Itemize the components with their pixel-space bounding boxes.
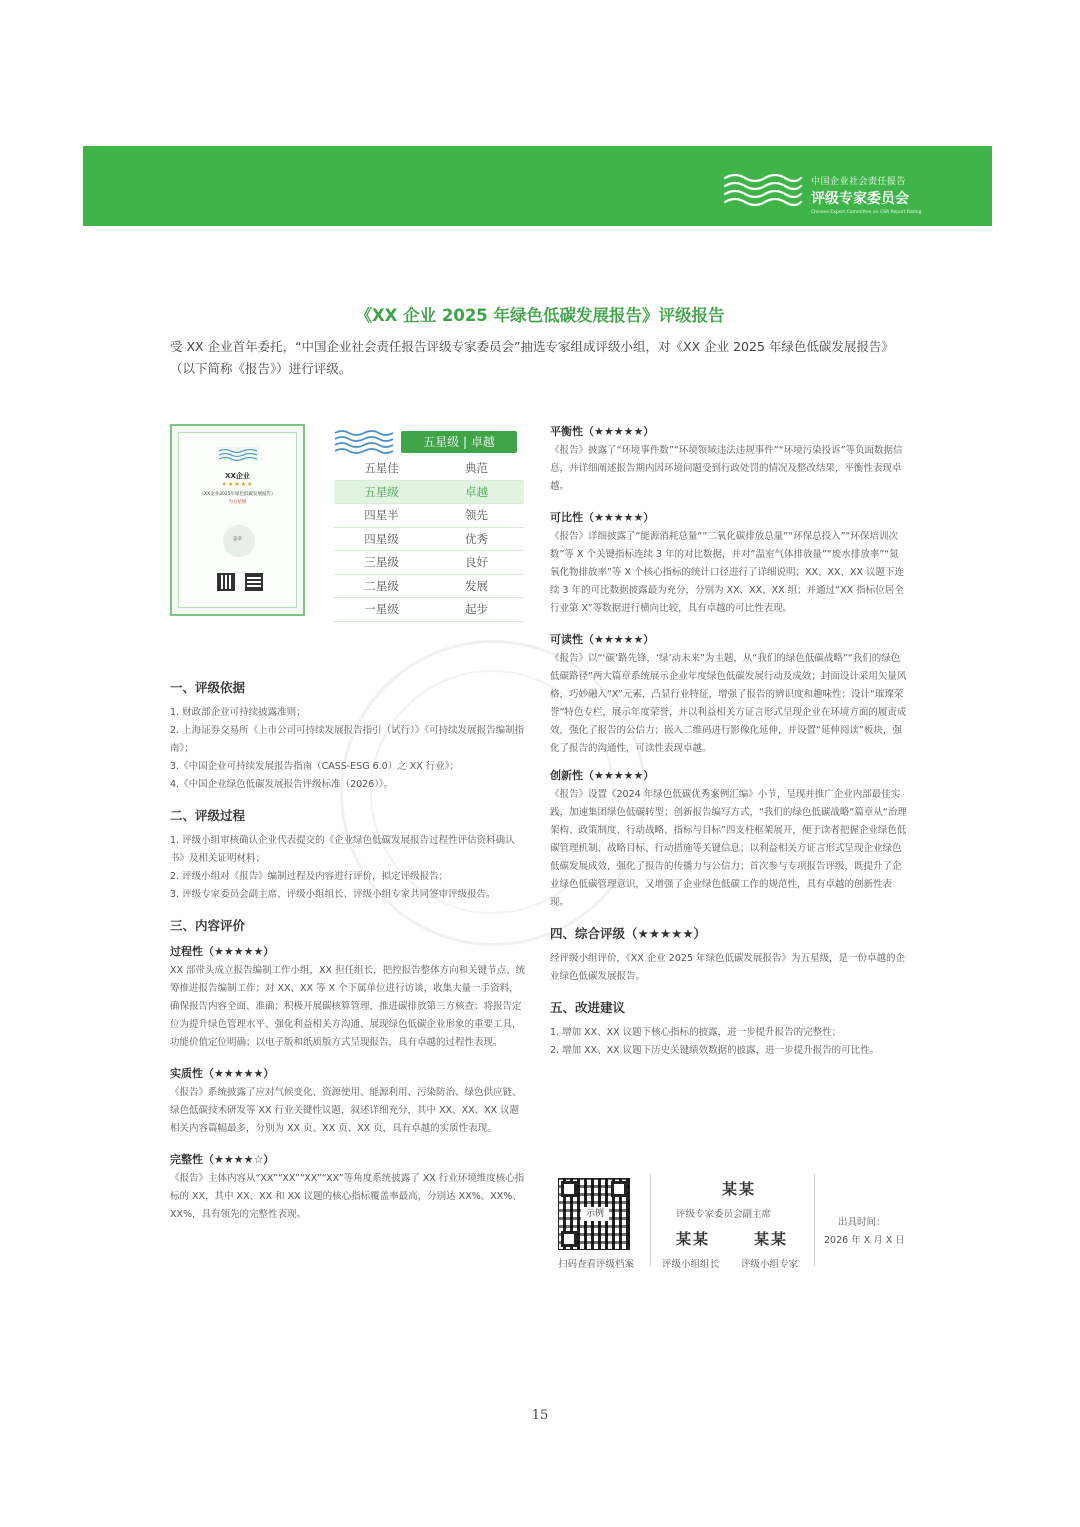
subtitle-readability: 可读性（★★★★★）	[550, 633, 655, 646]
logo-text	[811, 174, 921, 215]
logo-line2: 评级专家委员会	[811, 191, 909, 207]
rating-description: 良好	[465, 555, 488, 569]
rating-description: 起步	[465, 602, 488, 616]
rating-level: 四星级	[364, 531, 399, 546]
rating-description: 典范	[465, 461, 488, 475]
issue-date-label: 出具时间：	[838, 1217, 886, 1228]
process-list	[170, 832, 526, 904]
process-item: 3. 评级专家委员会副主席、评级小组组长、评级小组专家共同签审评级报告。	[170, 889, 496, 900]
qr-caption: 扫码查看评级档案	[557, 1259, 634, 1270]
section-title-overall: 四、综合评级（★★★★★）	[550, 926, 707, 941]
certificate-qr-code-icon	[245, 573, 263, 591]
certificate-logo-icon	[217, 447, 259, 461]
logo-line1: 中国企业社会责任报告	[811, 177, 907, 187]
rating-row	[334, 457, 524, 481]
certificate-image	[170, 424, 305, 616]
basis-item: 1. 财政部企业可持续披露准则；	[170, 707, 306, 718]
rating-table-rows	[334, 457, 524, 622]
rating-row	[334, 598, 524, 622]
certificate-qr-code-icon	[217, 573, 235, 591]
rating-row	[334, 504, 524, 528]
basis-item: 4.《中国企业绿色低碳发展报告评级标准（2026）》。	[170, 779, 394, 790]
leader-signature: 某某	[676, 1230, 711, 1248]
certificate-result: 为五星级	[228, 500, 247, 505]
divider	[650, 1174, 651, 1266]
divider	[814, 1174, 815, 1266]
subtitle-balance: 平衡性（★★★★★）	[550, 425, 655, 438]
left-column	[170, 678, 526, 1224]
rating-description: 卓越	[465, 484, 488, 499]
rating-row	[334, 575, 524, 599]
logo-waves-icon	[723, 172, 803, 208]
section-title-process: 二、评级过程	[170, 808, 246, 823]
rating-level: 三星级	[364, 555, 399, 569]
paragraph-materiality: 《报告》系统披露了应对气候变化、资源使用、能源利用、污染防治、绿色供应链、绿色低碳技术研发等 XX 行业关键性议题，叙述详细充分，其中 XX、XX、XX 议题相关内容篇幅最多，分别为 XX 页、XX 页、XX 页，具有卓越的实质性表现。	[170, 1087, 522, 1134]
basis-item: 3.《中国企业可持续发展报告指南（CASS-ESG 6.0）之 XX 行业》；	[170, 761, 460, 772]
rating-level: 五星级	[364, 484, 399, 499]
process-item: 1. 评级小组审核确认企业代表提交的《企业绿色低碳发展报告过程性评估资料确认书》及相关证明材料；	[170, 835, 515, 864]
suggestion-item: 1. 增加 XX、XX 议题下核心指标的披露，进一步提升报告的完整性；	[550, 1027, 842, 1038]
certificate-seal-text: 盖章	[233, 537, 242, 542]
suggestion-item: 2. 增加 XX、XX 议题下历史关键绩效数据的披露，进一步提升报告的可比性。	[550, 1045, 880, 1056]
paragraph-comparability: 《报告》详细披露了“能源消耗总量”“二氧化碳排放总量”“环保总投入”“环保培训次数”等 X 个关键指标连续 3 年的对比数据，并对“温室气体排放量”“废水排放率”“氮氧化物排放率”等 X 个核心指标的统计口径进行了详细说明；XX、XX、XX 议题下连续 3 年的可比数据披露最为充分，分别为 XX、XX、XX 组；并通过“XX 指标位居全行业第 X”等数据进行横向比较，具有卓越的可比性表现。	[550, 531, 905, 614]
rating-description: 发展	[465, 578, 488, 593]
section-title-suggestions: 五、改进建议	[550, 1000, 626, 1015]
vice-chair-signature: 某某	[722, 1180, 757, 1198]
signature-block	[550, 1172, 910, 1272]
logo-line3: Chinese Expert Committee on CSR Report Rating	[811, 210, 922, 215]
certificate-stars: ★★★★★	[221, 481, 254, 488]
qr-sample-mark: 示例	[581, 1207, 609, 1221]
paragraph-readability: 《报告》以“‘碳’路先锋，‘绿’动未来”为主题，从“我们的绿色低碳战略”“我们的绿色低碳路径”两大篇章系统展示企业年度绿色低碳发展行动及成效；封面设计采用矢量风格，巧妙融入“X”元素，凸显行业特征，增强了报告的辨识度和趣味性；设计“璀璨荣誉”特色专栏，展示年度荣誉，并以利益相关方证言形式呈现企业在环境方面的履责成效，强化了报告的公信力；嵌入二维码进行影像化延伸，并设置“延伸阅读”板块，强化了报告的沟通性，可读性表现卓越。	[550, 653, 907, 754]
rating-row	[334, 481, 524, 505]
rating-description: 领先	[465, 508, 488, 522]
certificate-report-name: 《XX企业2025年绿色低碳发展报告》	[199, 492, 276, 497]
paragraph-balance: 《报告》披露了“环境事件数”“环境领域违法违规事件”“环境污染投诉”等负面数据信息，并详细阐述报告期内因环境问题受到行政处罚的情况及整改结果，平衡性表现卓越。	[550, 445, 903, 492]
rating-row	[334, 551, 524, 575]
qr-code-icon[interactable]	[558, 1178, 630, 1250]
certificate-company: XX企业	[225, 472, 250, 480]
rating-level: 五星佳	[364, 461, 399, 475]
header-banner	[83, 146, 992, 226]
rating-badge: 五星级 | 卓越	[401, 431, 517, 453]
subtitle-process: 过程性（★★★★★）	[170, 945, 275, 958]
page-number: 15	[531, 1408, 549, 1423]
basis-list	[170, 704, 526, 794]
right-column	[550, 422, 908, 1060]
subtitle-innovation: 创新性（★★★★★）	[550, 769, 655, 782]
subtitle-completeness: 完整性（★★★★☆）	[170, 1153, 275, 1166]
rating-waves-icon	[334, 428, 394, 454]
section-title-content: 三、内容评价	[170, 918, 246, 933]
basis-item: 2. 上海证券交易所《上市公司可持续发展报告指引（试行）》《可持续发展报告编制指南》；	[170, 725, 525, 754]
rating-level: 二星级	[364, 578, 399, 593]
rating-level: 一星级	[364, 602, 399, 616]
intro-paragraph: 受 XX 企业首年委托，“中国企业社会责任报告评级专家委员会”抽选专家组成评级小组，对《XX 企业 2025 年绿色低碳发展报告》（以下简称《报告》）进行评级。	[170, 339, 894, 376]
paragraph-innovation: 《报告》设置《2024 年绿色低碳优秀案例汇编》小节，呈现并推广企业内部最佳实践，加速集团绿色低碳转型；创新报告编写方式，“我们的绿色低碳战略”篇章从“治理架构、政策制度、行动战略、指标与目标”四支柱框架展开，便于读者把握企业绿色低碳管理机制、战略目标、行动措施等关键信息；以利益相关方证言形式呈现企业绿色低碳发展成效，强化了报告的传播力与公信力；首次参与专项报告评级，既提升了企业绿色低碳管理意识，又增强了企业绿色低碳工作的规范性，具有卓越的创新性表现。	[550, 789, 907, 908]
paragraph-process: XX 部带头成立报告编制工作小组，XX 担任组长，把控报告整体方向和关键节点、统筹推进报告编制工作；对 XX、XX 等 X 个下属单位进行访谈，收集大量一手资料，确保报告内容全面、准确；积极开展碳核算管理，推进碳排放第三方核查；将报告定位为提升绿色管理水平、强化利益相关方沟通、展现绿色低碳企业形象的重要工具，功能价值定位明确；以电子版和纸质版方式呈现报告，具有卓越的过程性表现。	[170, 965, 526, 1048]
leader-title: 评级小组组长	[662, 1259, 720, 1270]
process-item: 2. 评级小组对《报告》编制过程及内容进行评价，拟定评级报告；	[170, 871, 449, 882]
suggestions-list	[550, 1024, 908, 1060]
expert-signature: 某某	[754, 1230, 789, 1248]
rating-description: 优秀	[465, 531, 488, 546]
section-title-basis: 一、评级依据	[170, 680, 246, 695]
paragraph-completeness: 《报告》主体内容从“XX”“XX”“XX”“XX”等角度系统披露了 XX 行业环境维度核心指标的 XX，其中 XX、XX 和 XX 议题的核心指标覆盖率最高，分别达 XX%、XX%、XX%，具有领先的完整性表现。	[170, 1173, 525, 1220]
document-title: 《XX 企业 2025 年绿色低碳发展报告》评级报告	[355, 306, 725, 325]
expert-title: 评级小组专家	[741, 1259, 799, 1270]
rating-level: 四星半	[364, 508, 399, 522]
issue-date-value: 2026 年 X 月 X 日	[824, 1235, 905, 1246]
rating-table-header	[334, 425, 524, 457]
rating-scale-table	[334, 425, 524, 622]
paragraph-overall: 经评级小组评价，《XX 企业 2025 年绿色低碳发展报告》为五星级，是一份卓越的企业绿色低碳发展报告。	[550, 953, 906, 982]
vice-chair-title: 评级专家委员会副主席	[676, 1209, 772, 1220]
rating-row	[334, 528, 524, 552]
subtitle-comparability: 可比性（★★★★★）	[550, 511, 655, 524]
certificate-frame	[178, 432, 297, 608]
subtitle-materiality: 实质性（★★★★★）	[170, 1067, 275, 1080]
